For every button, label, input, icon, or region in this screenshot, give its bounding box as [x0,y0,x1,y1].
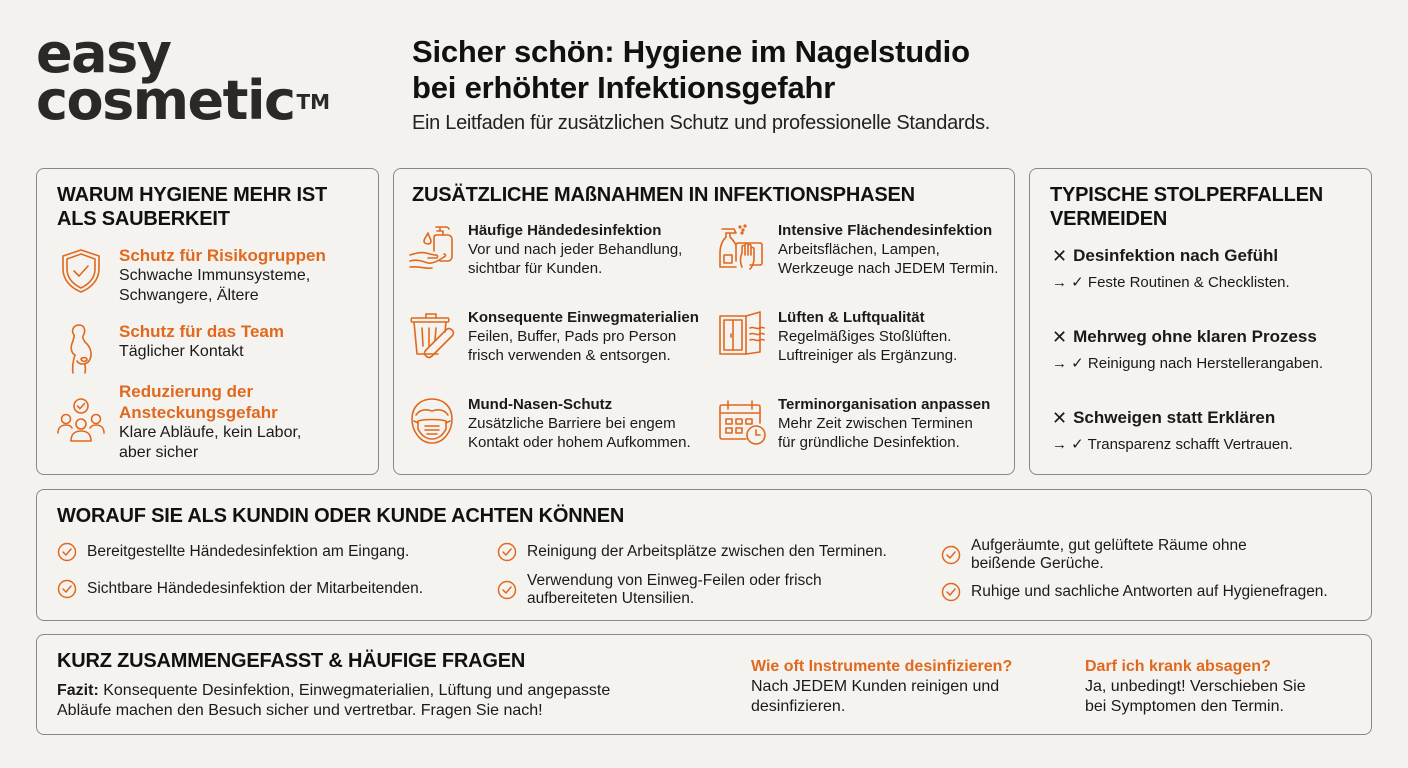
checklist-text: Aufgeräumte, gut gelüftete Räume ohne [971,537,1247,554]
item-desc: aber sicher [119,444,199,461]
pitfall-bad: Mehrweg ohne klaren Prozess [1073,327,1317,346]
why-heading-line-2: ALS SAUBERKEIT [57,208,230,230]
measure-ventilation [716,308,957,365]
pitfall-item [1052,245,1290,293]
measure-desc: sichtbar für Kunden. [468,260,603,277]
item-desc: Klare Abläufe, kein Labor, [119,424,302,441]
measure-mask [406,395,691,452]
pitfalls-heading-line-1: TYPISCHE STOLPERFALLEN [1050,184,1324,206]
customer-heading: WORAUF SIE ALS KUNDIN ODER KUNDE ACHTEN KÖNNEN [57,505,625,527]
title-line-2: bei erhöhter Infektionsgefahr [412,70,836,105]
summary-heading: KURZ ZUSAMMENGEFASST & HÄUFIGE FRAGEN [57,650,526,672]
measures-heading: ZUSÄTZLICHE MAßNAHMEN IN INFEKTIONSPHASEN [412,184,915,206]
item-title: Schutz für das Team [119,322,284,341]
faq-item [1085,657,1306,717]
checklist-item [497,572,822,608]
measure-surface-disinfection [716,221,998,278]
measure-desc: für gründliche Desinfektion. [778,434,960,451]
pitfall-bad: Desinfektion nach Gefühl [1073,246,1279,265]
why-item-infection-risk [55,381,301,463]
measure-disposables [406,308,699,365]
check-circle-icon [497,542,517,562]
checklist-item [57,579,423,599]
measure-desc: Luftreiniger als Ergänzung. [778,347,958,364]
checklist-item [941,537,1247,573]
measure-title: Mund-Nasen-Schutz [468,396,613,413]
measure-title: Intensive Flächendesinfektion [778,222,993,239]
check-circle-icon [57,579,77,599]
item-title: Schutz für Risikogruppen [119,246,326,265]
spray-wipe-icon [716,221,768,273]
checklist-text: Reinigung der Arbeitsplätze zwischen den Terminen. [527,543,887,560]
face-mask-icon [406,395,458,447]
pitfalls-heading-line-2: VERMEIDEN [1050,208,1168,230]
page-subtitle: Ein Leitfaden für zusätzlichen Schutz und professionelle Standards. [412,112,991,134]
trash-file-icon [406,308,458,360]
item-title: Reduzierung der [119,382,254,401]
customer-checklist-card [36,489,1372,621]
measure-title: Terminorganisation anpassen [778,396,991,413]
fazit-line-1: Konsequente Desinfektion, Einwegmaterialien, Lüftung und angepasste [98,682,611,699]
why-hygiene-card [36,168,379,475]
faq-answer: Nach JEDEM Kunden reinigen und [751,678,1000,695]
pitfalls-heading [1050,183,1351,231]
checklist-item [57,542,409,562]
item-desc: Schwache Immunsysteme, [119,267,311,284]
measure-title: Lüften & Luftqualität [778,309,925,326]
fazit-text [57,681,717,721]
check-circle-icon [941,582,961,602]
measure-desc: Werkzeuge nach JEDEM Termin. [778,260,999,277]
faq-question: Wie oft Instrumente desinfizieren? [751,658,1013,675]
pitfalls-card [1029,168,1372,475]
checklist-text: Verwendung von Einweg-Feilen oder frisch [527,572,822,589]
why-heading [57,183,358,231]
x-icon: ✕ [1052,327,1068,347]
checklist-text: Sichtbare Händedesinfektion der Mitarbeitenden. [87,580,424,597]
check-circle-icon [497,580,517,600]
shield-check-icon [55,245,107,297]
checklist-text: Ruhige und sachliche Antworten auf Hygienefragen. [971,583,1328,600]
faq-answer: Ja, unbedingt! Verschieben Sie [1085,678,1306,695]
check-circle-icon [941,545,961,565]
why-item-team [55,321,284,373]
x-icon: ✕ [1052,246,1068,266]
page-header [412,34,990,136]
item-title: Ansteckungsgefahr [119,403,278,422]
title-line-1: Sicher schön: Hygiene im Nagelstudio [412,34,970,69]
checklist-text: aufbereiteten Utensilien. [527,590,695,607]
measure-desc: frisch verwenden & entsorgen. [468,347,671,364]
measure-desc: Vor und nach jeder Behandlung, [468,241,683,258]
measure-desc: Regelmäßiges Stoßlüften. [778,328,952,345]
pitfall-bad: Schweigen statt Erklären [1073,408,1276,427]
faq-answer: desinfizieren. [751,698,846,715]
measures-card [393,168,1015,475]
summary-faq-card [36,634,1372,735]
faq-item [751,657,1012,717]
measure-title: Konsequente Einwegmaterialien [468,309,699,326]
checklist-text: beißende Gerüche. [971,555,1104,572]
why-heading-line-1: WARUM HYGIENE MEHR IST [57,184,328,206]
pitfall-item [1052,407,1293,455]
page-title [412,34,990,106]
measure-desc: Kontakt oder hohem Aufkommen. [468,434,691,451]
pitfall-good: → ✓ Reinigung nach Herstellerangaben. [1052,355,1324,372]
fazit-line-2: Abläufe machen den Besuch sicher und vertretbar. Fragen Sie nach! [57,702,543,719]
why-item-risk-groups [55,245,326,306]
measure-desc: Mehr Zeit zwischen Terminen [778,415,973,432]
fazit-label: Fazit: [57,682,99,699]
faq-question: Darf ich krank absagen? [1085,658,1271,675]
faq-answer: bei Symptomen den Termin. [1085,698,1284,715]
group-check-icon [55,395,107,447]
checklist-text: Bereitgestellte Händedesinfektion am Eingang. [87,543,410,560]
checklist-item [497,542,887,562]
x-icon: ✕ [1052,408,1068,428]
item-desc: Täglicher Kontakt [119,343,244,360]
measure-desc: Arbeitsflächen, Lampen, [778,241,940,258]
measure-desc: Zusätzliche Barriere bei engem [468,415,676,432]
measure-scheduling [716,395,990,452]
trademark: TM [296,90,331,114]
calendar-clock-icon [716,395,768,447]
brand-line2: cosmetic [36,69,295,132]
hand-sanitizer-icon [406,221,458,273]
check-circle-icon [57,542,77,562]
window-air-icon [716,308,768,360]
pitfall-item [1052,326,1323,374]
pitfall-good: → ✓ Transparenz schafft Vertrauen. [1052,436,1293,453]
item-desc: Schwangere, Ältere [119,287,259,304]
pregnant-woman-icon [55,321,107,373]
measure-desc: Feilen, Buffer, Pads pro Person [468,328,677,345]
measure-hand-disinfection [406,221,682,278]
brand-line1: easy [36,22,171,85]
brand-logo [36,22,331,132]
pitfall-good: → ✓ Feste Routinen & Checklisten. [1052,274,1290,291]
checklist-item [941,582,1328,602]
measure-title: Häufige Händedesinfektion [468,222,662,239]
